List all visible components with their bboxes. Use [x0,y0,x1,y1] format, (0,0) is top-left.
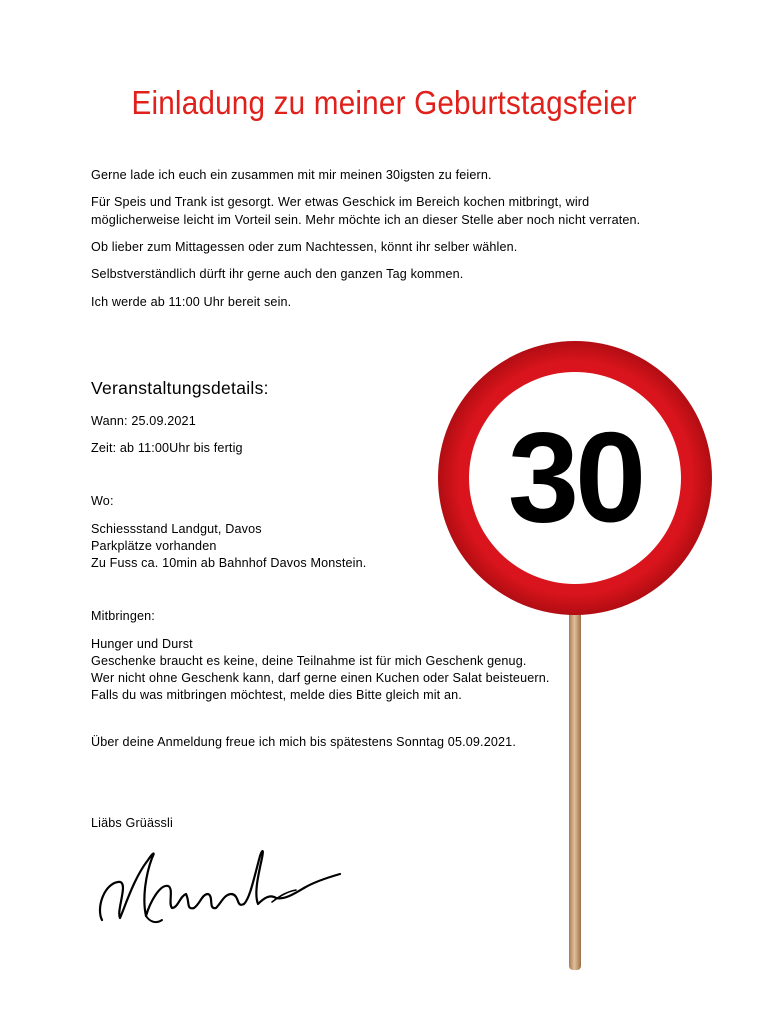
intro-line-5: Selbstverständlich dürft ihr gerne auch den ganzen Tag kommen. [91,267,464,281]
bring-line-4: Falls du was mitbringen möchtest, melde dies Bitte gleich mit an. [91,688,462,702]
sign-stick [569,584,581,970]
intro-line-4: Ob lieber zum Mittagessen oder zum Nachtessen, könnt ihr selber wählen. [91,240,518,254]
bring-heading: Mitbringen: [91,609,155,623]
intro-line-6: Ich werde ab 11:00 Uhr bereit sein. [91,295,292,309]
signature-image [90,838,350,938]
sign-number: 30 [507,406,643,550]
rsvp-note: Über deine Anmeldung freue ich mich bis spätestens Sonntag 05.09.2021. [91,735,516,749]
details-heading: Veranstaltungsdetails: [91,378,269,398]
intro-line-2: Für Speis und Trank ist gesorgt. Wer etwas Geschick im Bereich kochen mitbringt, wird [91,195,590,209]
location-line-3: Zu Fuss ca. 10min ab Bahnhof Davos Monstein. [91,556,367,570]
bring-line-3: Wer nicht ohne Geschenk kann, darf gerne einen Kuchen oder Salat beisteuern. [91,671,550,685]
location-heading: Wo: [91,494,114,508]
location-line-1: Schiessstand Landgut, Davos [91,522,262,536]
event-time: Zeit: ab 11:00Uhr bis fertig [91,441,243,455]
closing-greeting: Liäbs Grüässli [91,816,173,830]
page-title: Einladung zu meiner Geburtstagsfeier [131,84,637,121]
bring-line-2: Geschenke braucht es keine, deine Teilnahme ist für mich Geschenk genug. [91,654,527,668]
intro-line-3: möglicherweise leicht im Vorteil sein. Mehr möchte ich an dieser Stelle aber noch nicht verraten. [91,213,641,227]
speed-limit-sign-image [430,334,730,974]
event-date: Wann: 25.09.2021 [91,414,196,428]
bring-line-1: Hunger und Durst [91,637,193,651]
location-line-2: Parkplätze vorhanden [91,539,217,553]
intro-line-1: Gerne lade ich euch ein zusammen mit mir meinen 30igsten zu feiern. [91,168,492,182]
